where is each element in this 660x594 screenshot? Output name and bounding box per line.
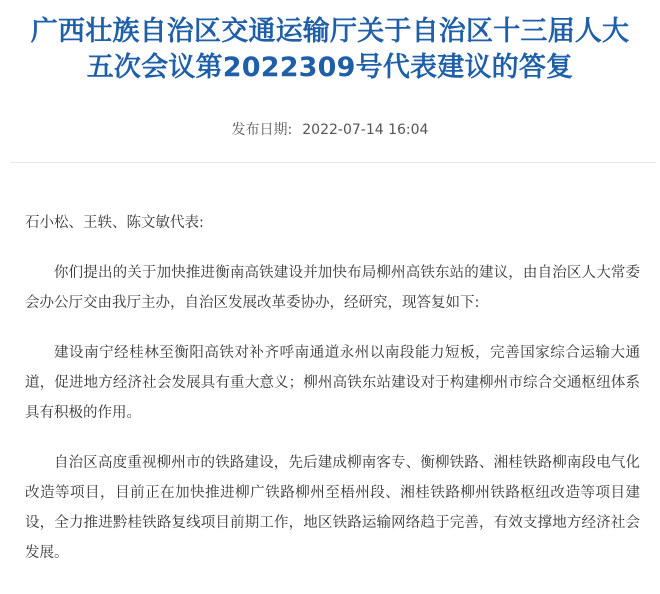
article-title-line-2: 五次会议第2022309号代表建议的答复 — [86, 52, 574, 83]
body-paragraph-3: 自治区高度重视柳州市的铁路建设，先后建成柳南客专、衡柳铁路、湘桂铁路柳南段电气化改造等项目，目前正在加快推进柳广铁路柳州至梧州段、湘桂铁路柳州铁路枢纽改造等项目建设，全力推进黔桂铁路复线项目前期工作，地区铁路运输网络趋于完善，有效支撑地方经济社会发展。 — [25, 455, 640, 561]
salutation: 石小松、王轶、陈文敏代表: — [25, 215, 204, 231]
article-title — [0, 14, 660, 86]
publish-info — [0, 120, 660, 140]
body-paragraph-1: 你们提出的关于加快推进衡南高铁建设并加快布局柳州高铁东站的建议，由自治区人大常委会办公厅交由我厅主办，自治区发展改革委协办，经研究，现答复如下: — [25, 265, 640, 311]
article-title-line-1: 广西壮族自治区交通运输厅关于自治区十三届人大 — [30, 16, 630, 47]
publish-date-label: 发布日期: — [231, 122, 293, 138]
publish-date-value: 2022-07-14 16:04 — [302, 122, 429, 138]
body-paragraph-2: 建设南宁经桂林至衡阳高铁对补齐呼南通道永州以南段能力短板，完善国家综合运输大通道，促进地方经济社会发展具有重大意义；柳州高铁东站建设对于构建柳州市综合交通枢纽体系具有积极的作用。 — [25, 345, 640, 421]
header-divider — [10, 162, 656, 163]
article-body — [25, 208, 640, 588]
